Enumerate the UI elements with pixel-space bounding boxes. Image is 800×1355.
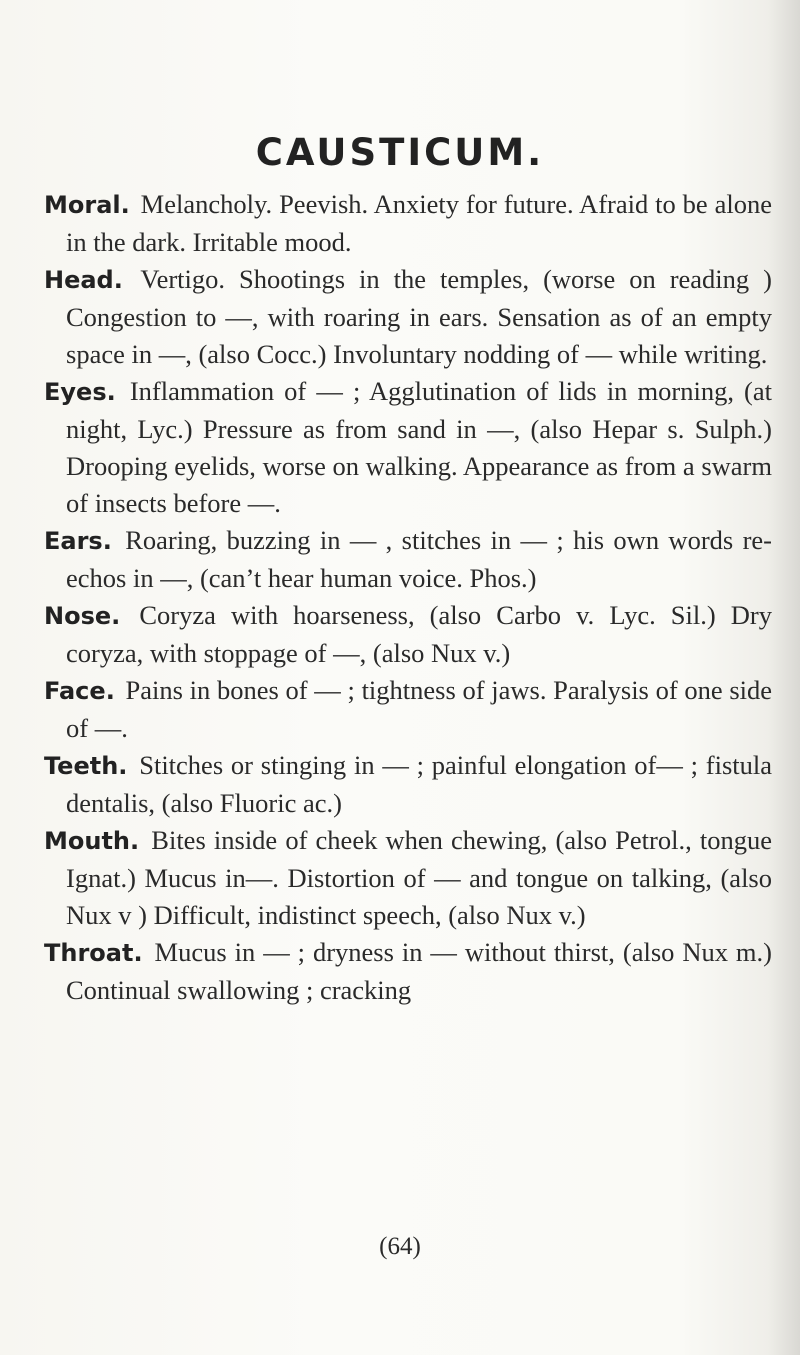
entry-heading: Moral. (44, 191, 130, 219)
entry-text: Stitches or stinging in — ; painful elongation of— ; fistula dentalis, (also Fluoric ac.) (66, 750, 773, 818)
entry-text: Inflammation of — ; Agglutination of lids in morning, (at night, Lyc.) Pressure as from sand in —, (also Hepar s. Sulph.) Drooping eyelids, worse on walking. Appearance as from a swarm of insects before —. (66, 376, 773, 518)
entry-face (44, 672, 772, 747)
chapter-title: CAUSTICUM. (255, 131, 545, 174)
entry-nose (44, 597, 772, 672)
entry-heading: Eyes. (44, 378, 116, 406)
entry-heading: Ears. (44, 527, 112, 555)
entry-text: Vertigo. Shootings in the temples, (worse on reading ) Congestion to —, with roaring in ears. Sensation as of an empty space in —, (also Cocc.) Involuntary nodding of — while writing. (66, 264, 772, 369)
entry-moral (44, 186, 772, 261)
entry-text: Coryza with hoarseness, (also Carbo v. Lyc. Sil.) Dry coryza, with stoppage of —, (also Nux v.) (66, 600, 773, 668)
entry-heading: Throat. (44, 939, 143, 967)
entry-mouth (44, 822, 772, 934)
entry-text: Melancholy. Peevish. Anxiety for future. Afraid to be alone in the dark. Irritable mood. (66, 189, 772, 257)
entry-heading: Head. (44, 266, 123, 294)
entry-heading: Mouth. (44, 827, 140, 855)
entry-head (44, 261, 772, 373)
entry-heading: Face. (44, 677, 115, 705)
entry-heading: Nose. (44, 602, 121, 630)
page-number: (64) (379, 1233, 421, 1260)
entry-heading: Teeth. (44, 752, 128, 780)
page-text (44, 186, 772, 1009)
entry-ears (44, 522, 772, 597)
entry-text: Mucus in — ; dryness in — without thirst, (also Nux m.) Continual swallowing ; cracking (66, 937, 772, 1005)
entry-teeth (44, 747, 772, 822)
entry-text: Roaring, buzzing in — , stitches in — ; his own words re-echos in —, (can’t hear human voice. Phos.) (66, 525, 772, 593)
entry-text: Pains in bones of — ; tightness of jaws. Paralysis of one side of —. (66, 675, 773, 743)
entry-text: Bites inside of cheek when chewing, (also Petrol., tongue Ignat.) Mucus in—. Distortion of — and tongue on talking, (also Nux v ) Difficult, indistinct speech, (also Nux v.) (66, 825, 772, 930)
entry-eyes (44, 373, 772, 522)
entry-throat (44, 934, 772, 1009)
